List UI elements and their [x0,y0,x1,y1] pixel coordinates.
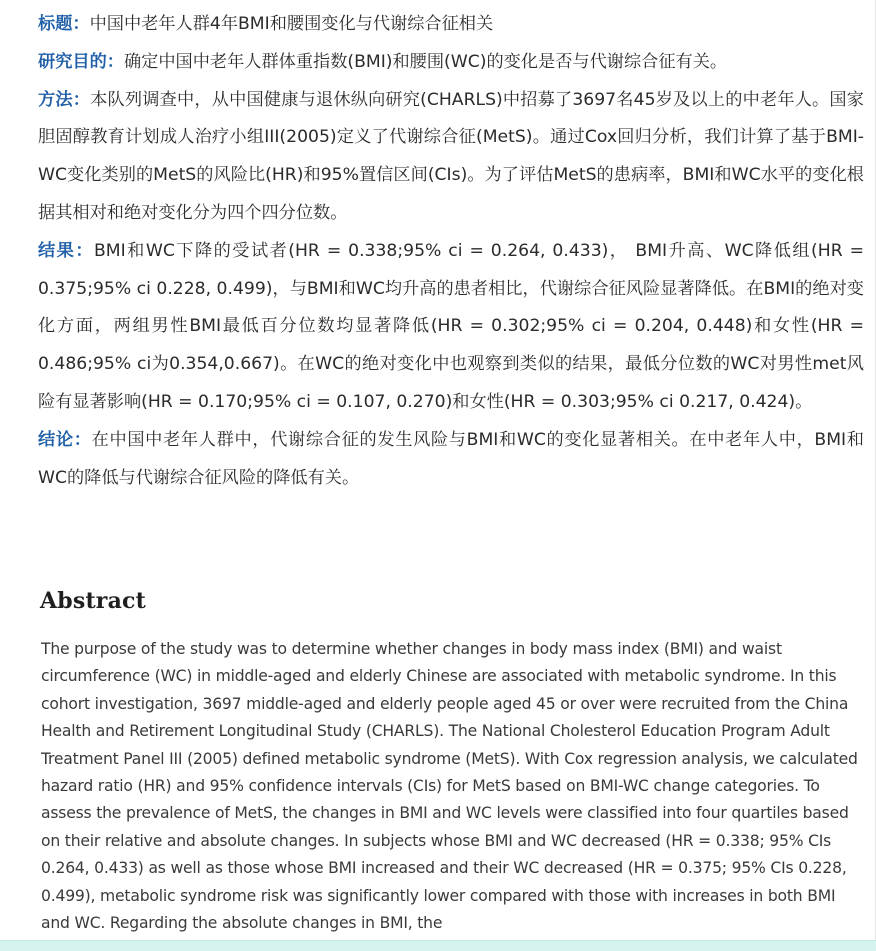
chinese-summary [38,6,864,497]
methods-text: 本队列调查中，从中国健康与退休纵向研究(CHARLS)中招募了3697名45岁及以上的中老年人。国家胆固醇教育计划成人治疗小组III(2005)定义了代谢综合征(MetS)。通过Cox回归分析，我们计算了基于BMI-WC变化类别的MetS的风险比(HR)和95%置信区间(CIs)。为了评估MetS的患病率，BMI和WC水平的变化根据其相对和绝对变化分为四个四分位数。 [38,89,864,223]
conclusion-text: 在中国中老年人群中，代谢综合征的发生风险与BMI和WC的变化显著相关。在中老年人中，BMI和WC的降低与代谢综合征风险的降低有关。 [38,429,864,488]
results-paragraph [38,233,864,422]
methods-label: 方法： [38,89,91,110]
conclusion-label: 结论： [38,429,92,450]
conclusion-paragraph [38,422,864,498]
methods-paragraph [38,82,864,233]
purpose-text: 确定中国中老年人群体重指数(BMI)和腰围(WC)的变化是否与代谢综合征有关。 [123,51,728,72]
abstract-heading: Abstract [40,588,147,614]
results-text: BMI和WC下降的受试者(HR = 0.338;95% ci = 0.264, 0.433)， BMI升高、WC降低组(HR = 0.375;95% ci 0.228, 0.499)，与BMI和WC均升高的患者相比，代谢综合征风险显著降低。在BMI的绝对变化方面，两组男性BMI最低百分位数均显著降低(HR = 0.302;95% ci = 0.204, 0.448)和女性(HR = 0.486;95% ci为0.354,0.667)。在WC的绝对变化中也观察到类似的结果，最低分位数的WC对男性met风险有显著影响(HR = 0.170;95% ci = 0.107, 0.270)和女性(HR = 0.303;95% ci 0.217, 0.424)。 [38,240,864,412]
title-text: 中国中老年人群4年BMI和腰围变化与代谢综合征相关 [89,14,494,34]
purpose-label: 研究目的： [38,51,124,72]
title-label: 标题： [38,14,90,34]
abstract-text: The purpose of the study was to determine whether changes in body mass index (BMI) and waist circumference (WC) in middle-aged and elderly Chinese are associated with metabolic syndrome. In this cohort investigation, 3697 middle-aged and elderly people aged 45 or over were recruited from the China Health and Retirement Longitudinal Study (CHARLS). The National Cholesterol Education Program Adult Treatment Panel III (2005) defined metabolic syndrome (MetS). With Cox regression analysis, we calculated hazard ratio (HR) and 95% confidence intervals (CIs) for MetS based on BMI-WC change categories. To assess the prevalence of MetS, the changes in BMI and WC levels were classified into four quartiles based on their relative and absolute changes. In subjects whose BMI and WC decreased (HR = 0.338; 95% CIs 0.264, 0.433) as well as those whose BMI increased and their WC decreased (HR = 0.375; 95% CIs 0.228, 0.499), metabolic syndrome risk was significantly lower compared with those with increases in both BMI and WC. Regarding the absolute changes in BMI, the [41,640,858,933]
bottom-toolbar-strip [0,940,876,951]
purpose-paragraph [38,44,864,82]
title-paragraph [38,6,864,44]
results-label: 结果： [38,240,94,261]
